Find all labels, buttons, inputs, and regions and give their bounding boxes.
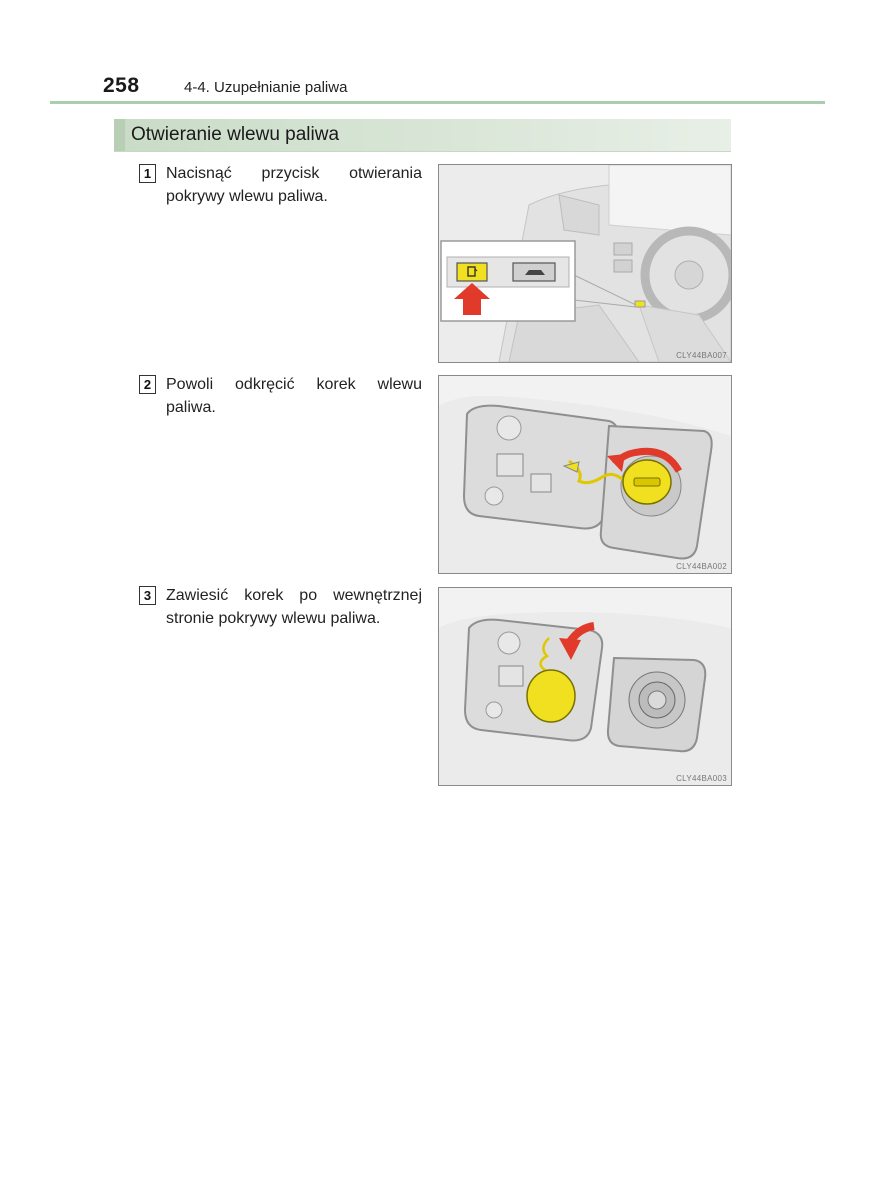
fuel-cap-unscrew-illustration <box>439 376 731 573</box>
figure-code: CLY44BA003 <box>676 774 727 783</box>
page-header <box>103 70 823 102</box>
step-number-badge: 3 <box>139 586 156 605</box>
section-title: Otwieranie wlewu paliwa <box>131 124 340 145</box>
figure-code: CLY44BA007 <box>676 351 727 360</box>
figure-fuel-door-opener-button <box>438 164 732 363</box>
fuel-cap-icon <box>527 670 575 722</box>
step-number-badge: 1 <box>139 164 156 183</box>
page-number: 258 <box>103 74 140 97</box>
fuel-door-button <box>457 263 487 281</box>
step-text: Powoli odkręcić korek wlewu paliwa. <box>166 376 422 416</box>
fuel-cap-hang-illustration <box>439 588 731 785</box>
figure-unscrew-fuel-cap <box>438 375 732 574</box>
chapter-title: 4-4. Uzupełnianie paliwa <box>184 79 348 96</box>
step-text: Zawiesić korek po wewnętrznej stronie pokrywy wlewu paliwa. <box>166 587 422 627</box>
header-divider <box>50 101 825 104</box>
step-text: Nacisnąć przycisk otwierania pokrywy wlewu paliwa. <box>166 165 422 205</box>
section-title-bar <box>114 119 731 152</box>
dashboard-illustration <box>439 165 731 362</box>
figure-hang-fuel-cap <box>438 587 732 786</box>
step-number-badge: 2 <box>139 375 156 394</box>
figure-code: CLY44BA002 <box>676 562 727 571</box>
